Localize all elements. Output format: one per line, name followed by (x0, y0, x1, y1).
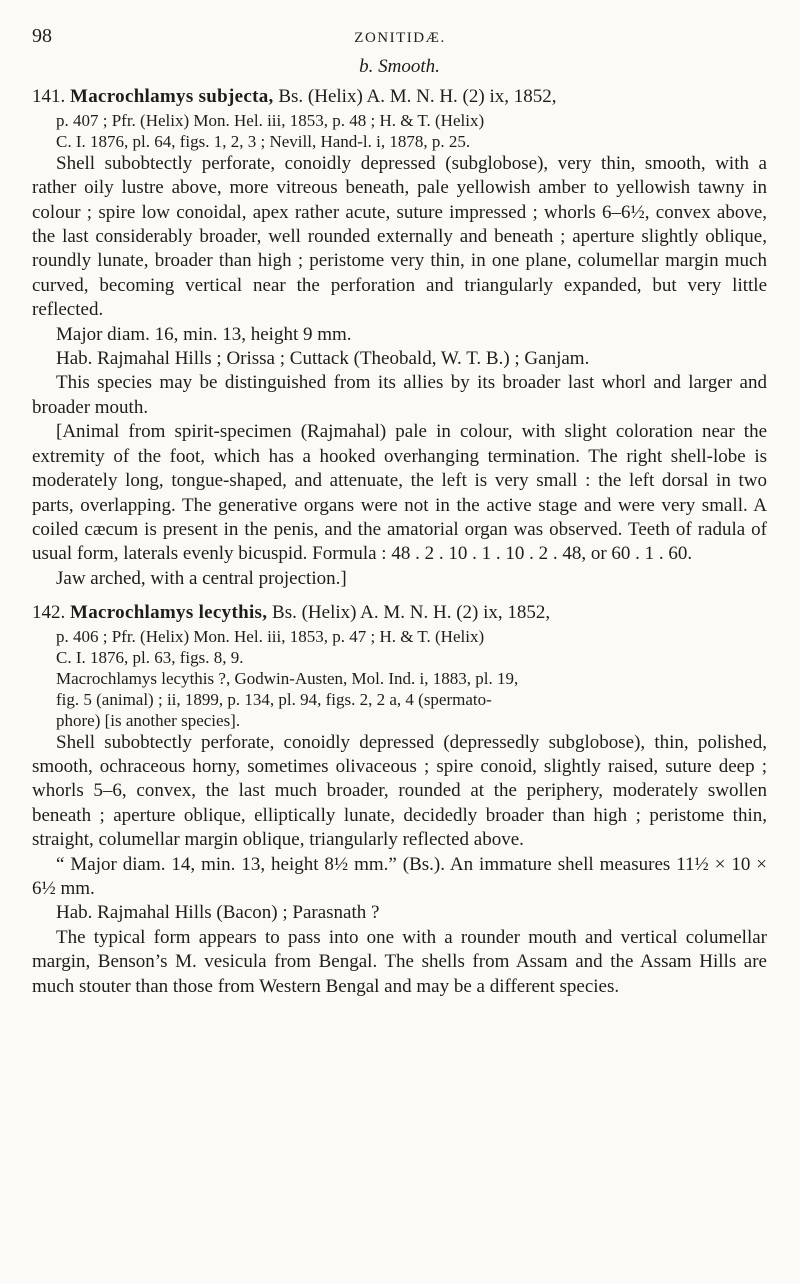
species-name: Macrochlamys lecythis, (70, 602, 268, 624)
entry-number: 141. (32, 86, 66, 108)
habitat: Hab. Rajmahal Hills (Bacon) ; Parasnath ? (56, 902, 380, 924)
entry-citation: Bs. (Helix) A. M. N. H. (2) ix, 1852, (272, 602, 551, 624)
remarks-paragraph: The typical form appears to pass into one with a rounder mouth and vertical columellar margin, Benson’s M. vesicula from Bengal. The shells from Assam and the Assam Hills are much stouter than those from Western Bengal and may be a different species. (32, 926, 767, 997)
reference-line: C. I. 1876, pl. 64, figs. 1, 2, 3 ; Nevill, Hand-l. i, 1878, p. 25. (56, 131, 471, 151)
animal-paragraph: [Animal from spirit-specimen (Rajmahal) pale in colour, with slight coloration near the extremity of the foot, which has a hooked overhanging termination. The right shell-lobe is moderately long, tongue-shaped, and attenuate, the left is very small : the left dorsal in two parts, overlapping. The generative organs were not in the active stage and were very small. A coiled cæcum is present in the penis, and the amatorial organ was observed. Teeth of radula of usual form, laterals evenly bicuspid. Formula : 48 . 2 . 10 . 1 . 10 . 2 . 48, or 60 . 1 . 60. (32, 421, 767, 565)
section-title: b. Smooth. (359, 56, 440, 77)
measurements: “ Major diam. 14, min. 13, height 8½ mm.” (Bs.). An immature shell measures 11½ × 10 × 6½ mm. (32, 853, 767, 899)
reference-line: C. I. 1876, pl. 63, figs. 8, 9. (56, 647, 244, 667)
running-title: ZONITIDÆ. (354, 30, 446, 46)
species-entry-142 (32, 601, 767, 999)
synonymy-line: fig. 5 (animal) ; ii, 1899, p. 134, pl. 94, figs. 2, 2 a, 4 (spermato- (56, 689, 492, 709)
page-header (0, 24, 800, 54)
reference-line: p. 406 ; Pfr. (Helix) Mon. Hel. iii, 1853, p. 47 ; H. & T. (Helix) (56, 626, 485, 646)
page-content (32, 55, 767, 999)
description-paragraph: Shell subobtectly perforate, conoidly depressed (depressedly subglobose), thin, polished, smooth, ochraceous horny, sometimes olivaceous ; spire conoid, slightly raised, suture deep ; whorls 5–6, convex, the last much broader, rounded at the periphery, moderately swollen beneath ; aperture oblique, elliptically lunate, decidedly broader than high ; peristome thin, straight, columellar margin oblique, triangularly reflected above. (32, 731, 767, 851)
entry-heading (32, 85, 767, 109)
entry-number: 142. (32, 602, 66, 624)
reference-line: p. 407 ; Pfr. (Helix) Mon. Hel. iii, 1853, p. 48 ; H. & T. (Helix) (56, 110, 485, 130)
habitat: Hab. Rajmahal Hills ; Orissa ; Cuttack (Theobald, W. T. B.) ; Ganjam. (56, 348, 590, 370)
jaw-note: Jaw arched, with a central projection.] (56, 567, 347, 589)
remarks-paragraph: This species may be distinguished from its allies by its broader last whorl and larger and broader mouth. (32, 372, 767, 418)
species-entry-141 (32, 85, 767, 591)
synonymy-line: phore) [is another species]. (56, 710, 241, 730)
species-name: Macrochlamys subjecta, (70, 86, 274, 108)
measurements: Major diam. 16, min. 13, height 9 mm. (56, 323, 352, 345)
entry-citation: Bs. (Helix) A. M. N. H. (2) ix, 1852, (278, 86, 557, 108)
page-number: 98 (32, 25, 52, 47)
synonymy-line: Macrochlamys lecythis ?, Godwin-Austen, Mol. Ind. i, 1883, pl. 19, (56, 668, 519, 688)
entry-heading (32, 601, 767, 625)
description-paragraph: Shell subobtectly perforate, conoidly depressed (subglobose), very thin, smooth, with a rather oily lustre above, more vitreous beneath, pale yellowish amber to yellowish tawny in colour ; spire low conoidal, apex rather acute, suture impressed ; whorls 6–6½, convex above, the last considerably broader, well rounded externally and beneath ; aperture slightly oblique, roundly lunate, broader than high ; peristome very thin, in one plane, columellar margin much curved, becoming vertical near the perforation and triangularly expanded, but very little reflected. (32, 152, 767, 321)
